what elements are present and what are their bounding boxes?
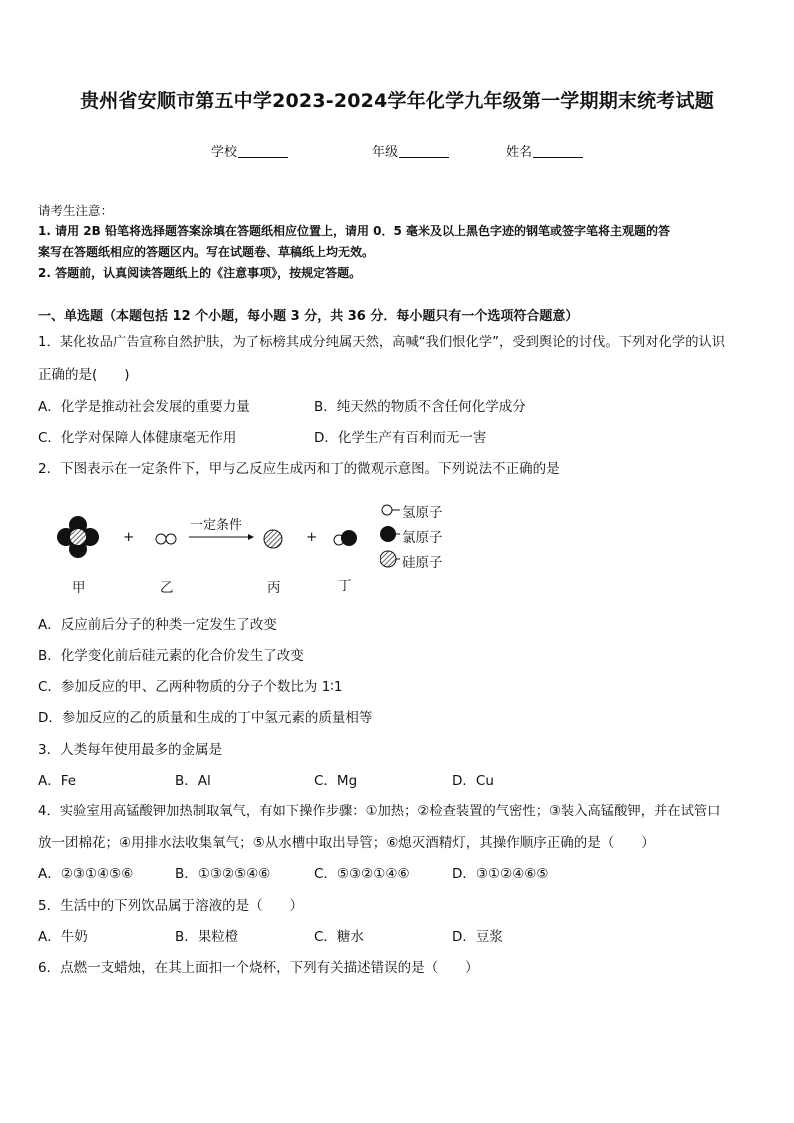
q4-stem-line-1: 4．实验室用高锰酸钾加热制取氧气，有如下操作步骤：①加热；②检查装置的气密性；③装入高锰酸钾，并在试管口: [38, 804, 721, 819]
q3-option-b: B．Al: [175, 773, 211, 789]
q3-option-c: C．Mg: [314, 773, 358, 789]
plus-sign-1: +: [123, 529, 135, 545]
label-jia: 甲: [72, 580, 86, 596]
notice-item-2: 2. 答题前，认真阅读答题纸上的《注意事项》，按规定答题。: [38, 266, 362, 280]
q4-option-d: D．③①②④⑥⑤: [452, 866, 549, 882]
q1-option-a: A．化学是推动社会发展的重要力量: [38, 399, 250, 415]
legend-chlorine: 氯原子: [402, 530, 443, 546]
notice-item-1-line-1: 1. 请用 2B 铅笔将选择题答案涂填在答题纸相应位置上，请用 0．5 毫米及以上黑色字迹的钢笔或签字笔将主观题的答: [38, 224, 670, 238]
q2-option-d: D．参加反应的乙的质量和生成的丁中氢元素的质量相等: [38, 710, 373, 726]
q2-option-b: B．化学变化前后硅元素的化合价发生了改变: [38, 648, 304, 664]
notice-heading: 请考生注意：: [38, 203, 114, 218]
grade-field: [372, 141, 449, 160]
school-blank: [238, 145, 288, 158]
q5-option-c: C．糖水: [314, 929, 364, 945]
school-label: 学校: [211, 145, 238, 160]
grade-blank: [399, 145, 449, 158]
notice-item-1-line-2: 案写在答题纸相应的答题区内。写在试题卷、草稿纸上均无效。: [38, 245, 375, 259]
page-title: 贵州省安顺市第五中学2023-2024学年化学九年级第一学期期末统考试题: [80, 90, 714, 112]
name-label: 姓名: [506, 145, 533, 160]
atom-legend: [380, 500, 480, 572]
q4-option-b: B．①③②⑤④⑥: [175, 866, 271, 882]
school-field: [211, 141, 288, 160]
molecule-ding: [334, 530, 357, 546]
q1-stem-line-2: 正确的是( ): [38, 367, 130, 383]
q5-option-d: D．豆浆: [452, 929, 503, 945]
q5-option-b: B．果粒橙: [175, 929, 239, 945]
legend-hydrogen: 氢原子: [402, 505, 443, 521]
q1-option-c: C．化学对保障人体健康毫无作用: [38, 430, 237, 446]
molecule-jia: [57, 516, 99, 558]
label-yi: 乙: [160, 580, 174, 596]
reaction-condition: 一定条件: [190, 518, 243, 533]
q2-option-a: A．反应前后分子的种类一定发生了改变: [38, 617, 277, 633]
silicon-atom-icon: [380, 551, 400, 567]
legend-silicon: 硅原子: [402, 555, 443, 571]
q6-stem: 6．点燃一支蜡烛，在其上面扣一个烧杯，下列有关描述错误的是（ ）: [38, 960, 479, 976]
q5-option-a: A．牛奶: [38, 929, 88, 945]
molecule-bing: [264, 530, 282, 548]
q1-option-d: D．化学生产有百利而无一害: [314, 430, 487, 446]
q4-option-c: C．⑤③②①④⑥: [314, 866, 410, 882]
q5-stem: 5．生活中的下列饮品属于溶液的是（ ）: [38, 898, 304, 914]
label-ding: 丁: [338, 578, 352, 594]
q3-stem: 3．人类每年使用最多的金属是: [38, 742, 223, 758]
grade-label: 年级: [372, 145, 399, 160]
q4-option-a: A．②③①④⑤⑥: [38, 866, 134, 882]
q2-option-c: C．参加反应的甲、乙两种物质的分子个数比为 1∶1: [38, 679, 343, 695]
name-field: [506, 141, 583, 160]
section-1-heading: 一、单选题（本题包括 12 个小题，每小题 3 分，共 36 分．每小题只有一个选项符合题意）: [38, 309, 579, 324]
q2-stem: 2．下图表示在一定条件下，甲与乙反应生成丙和丁的微观示意图。下列说法不正确的是: [38, 461, 560, 477]
name-blank: [533, 145, 583, 158]
hydrogen-atom-icon: [382, 505, 400, 515]
q4-stem-line-2: 放一团棉花；④用排水法收集氧气；⑤从水槽中取出导管；⑥熄灭酒精灯，其操作顺序正确的是（ ）: [38, 835, 655, 851]
label-bing: 丙: [267, 580, 281, 596]
q3-option-d: D．Cu: [452, 773, 494, 789]
chlorine-atom-icon: [380, 526, 400, 542]
plus-sign-2: +: [306, 529, 318, 545]
q1-stem-line-1: 1．某化妆品广告宣称自然护肤，为了标榜其成分纯属天然，高喊“我们恨化学”，受到舆论的讨伐。下列对化学的认识: [38, 335, 726, 350]
q1-option-b: B．纯天然的物质不含任何化学成分: [314, 399, 526, 415]
molecule-yi: [156, 534, 176, 544]
q3-option-a: A．Fe: [38, 773, 77, 789]
